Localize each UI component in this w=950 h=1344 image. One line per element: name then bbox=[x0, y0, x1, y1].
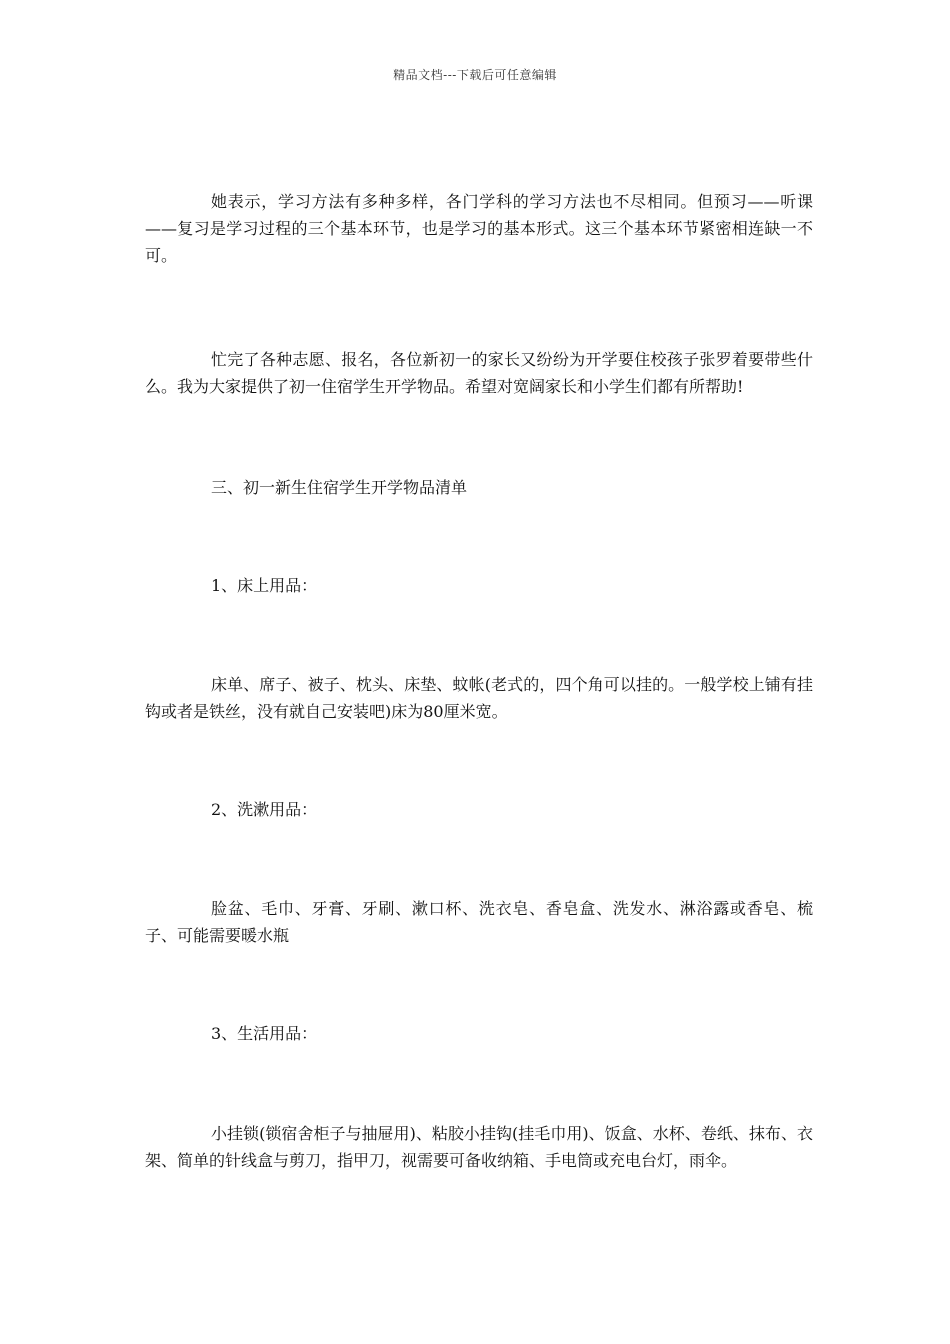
preparation-paragraph: 忙完了各种志愿、报名，各位新初一的家长又纷纷为开学要住校孩子张罗着要带些什么。我为大家提供了初一住宿学生开学物品。希望对宽阔家长和小学生们都有所帮助! bbox=[145, 350, 813, 396]
daily-items-heading: 3、生活用品： bbox=[211, 1024, 318, 1043]
section-title: 三、初一新生住宿学生开学物品清单 bbox=[211, 478, 468, 497]
intro-paragraph: 她表示，学习方法有多种多样，各门学科的学习方法也不尽相同。但预习——听课——复习是学习过程的三个基本环节，也是学习的基本形式。这三个基本环节紧密相连缺一不可。 bbox=[145, 192, 813, 265]
daily-items-paragraph: 小挂锁(锁宿舍柜子与抽屉用)、粘胶小挂钩(挂毛巾用)、饭盒、水杯、卷纸、抹布、衣架、简单的针线盒与剪刀，指甲刀，视需要可备收纳箱、手电筒或充电台灯，雨伞。 bbox=[145, 1124, 813, 1170]
toiletries-paragraph: 脸盆、毛巾、牙膏、牙刷、漱口杯、洗衣皂、香皂盒、洗发水、淋浴露或香皂、梳子、可能需要暖水瓶 bbox=[145, 899, 813, 945]
toiletries-heading: 2、洗漱用品： bbox=[211, 800, 318, 819]
bedding-heading: 1、床上用品： bbox=[211, 576, 318, 595]
bedding-paragraph: 床单、席子、被子、枕头、床垫、蚊帐(老式的，四个角可以挂的。一般学校上铺有挂钩或者是铁丝，没有就自己安装吧)床为80厘米宽。 bbox=[145, 675, 813, 721]
page-header: 精品文档---下载后可任意编辑 bbox=[393, 68, 557, 82]
